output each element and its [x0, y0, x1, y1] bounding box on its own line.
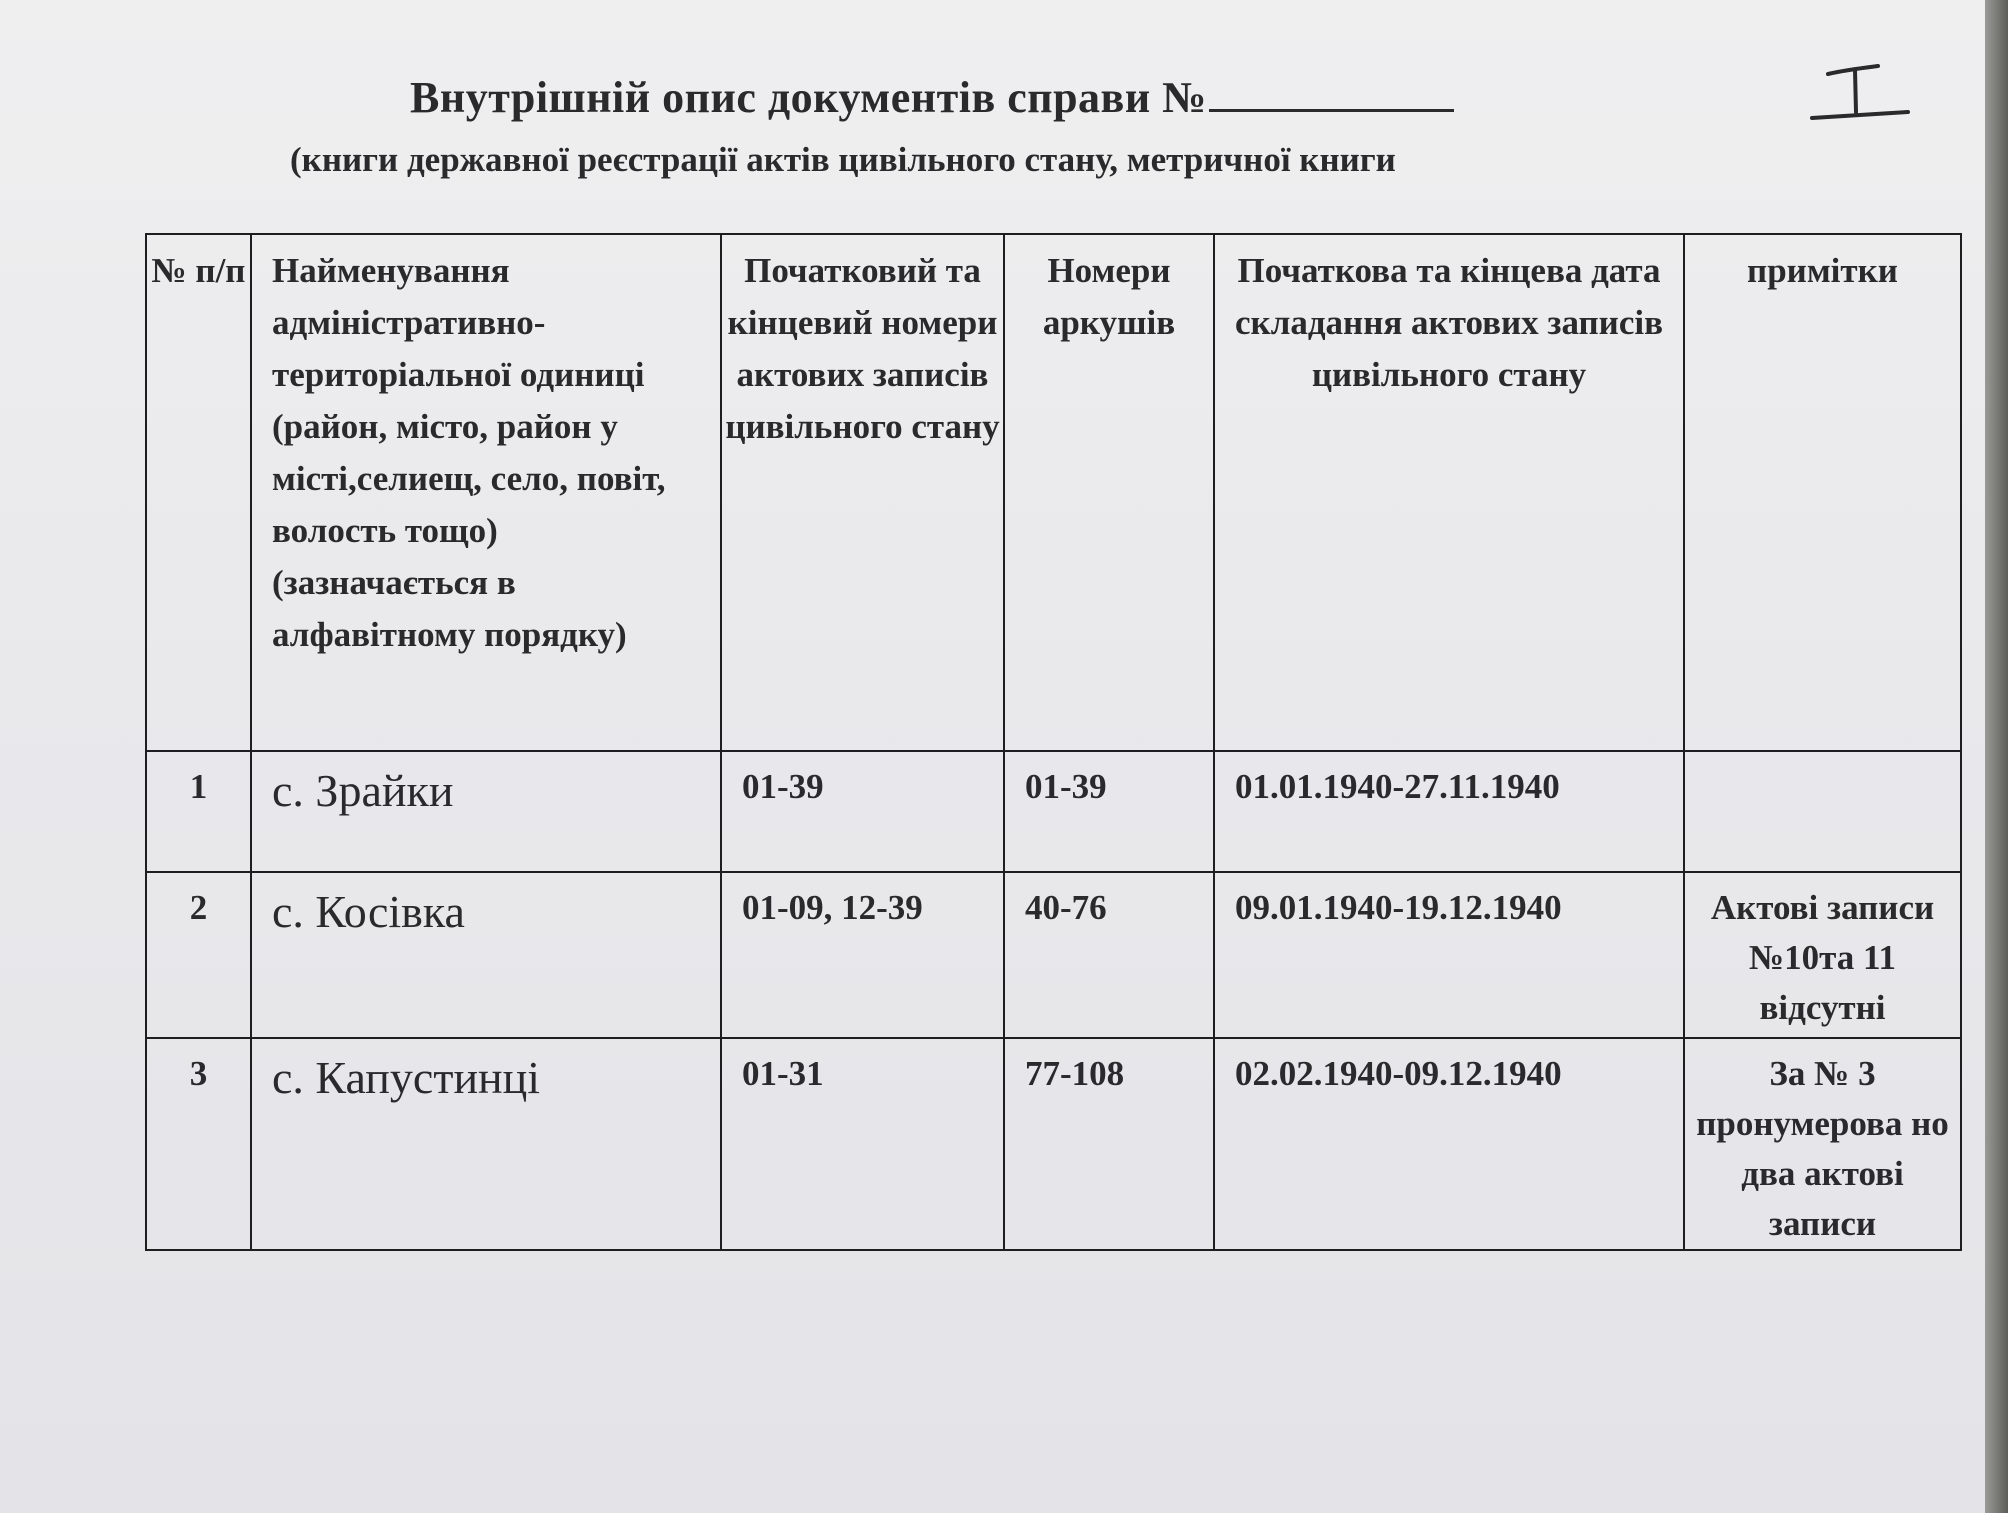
inventory-table [145, 233, 1962, 1251]
row-number: 3 [146, 1038, 251, 1250]
header-number: № п/п [146, 234, 251, 751]
row-note [1684, 751, 1961, 872]
svg-text:I: I [1800, 60, 1801, 61]
row-sheet-numbers: 77-108 [1004, 1038, 1214, 1250]
header-dates: Початкова та кінцева дата складання актових записів цивільного стану [1214, 234, 1684, 751]
table-row [146, 1038, 1961, 1250]
row-dates: 02.02.1940-09.12.1940 [1214, 1038, 1684, 1250]
handwritten-mark-icon [1800, 60, 1920, 140]
header-record-numbers: Початковий та кінцевий номери актових записів цивільного стану [721, 234, 1004, 751]
page-edge-shadow [1985, 0, 2008, 1513]
table-row [146, 872, 1961, 1038]
row-record-numbers: 01-39 [721, 751, 1004, 872]
row-note: За № 3 пронумерова но два актові записи [1684, 1038, 1961, 1250]
title-text: Внутрішній опис документів справи № [410, 73, 1207, 122]
row-place: с. Капустинці [251, 1038, 721, 1250]
row-record-numbers: 01-31 [721, 1038, 1004, 1250]
row-dates: 09.01.1940-19.12.1940 [1214, 872, 1684, 1038]
row-place: с. Зрайки [251, 751, 721, 872]
table-row [146, 751, 1961, 872]
row-sheet-numbers: 01-39 [1004, 751, 1214, 872]
table-header-row [146, 234, 1961, 751]
row-record-numbers: 01-09, 12-39 [721, 872, 1004, 1038]
row-place: с. Косівка [251, 872, 721, 1038]
header-sheet-numbers: Номери аркушів [1004, 234, 1214, 751]
document-title [410, 72, 1454, 123]
header-place: Найменування адміністративно-територіальної одиниці (район, місто, район у місті,селиещ, село, повіт, волость тощо) (зазначається в алфавітному порядку) [251, 234, 721, 751]
row-number: 2 [146, 872, 251, 1038]
header-notes: примітки [1684, 234, 1961, 751]
document-subtitle: (книги державної реєстрації актів цивільного стану, метричної книги [290, 140, 1396, 179]
case-number-blank [1209, 73, 1454, 112]
row-sheet-numbers: 40-76 [1004, 872, 1214, 1038]
row-dates: 01.01.1940-27.11.1940 [1214, 751, 1684, 872]
row-note: Актові записи №10та 11 відсутні [1684, 872, 1961, 1038]
inventory-table-container [145, 233, 1960, 1251]
row-number: 1 [146, 751, 251, 872]
